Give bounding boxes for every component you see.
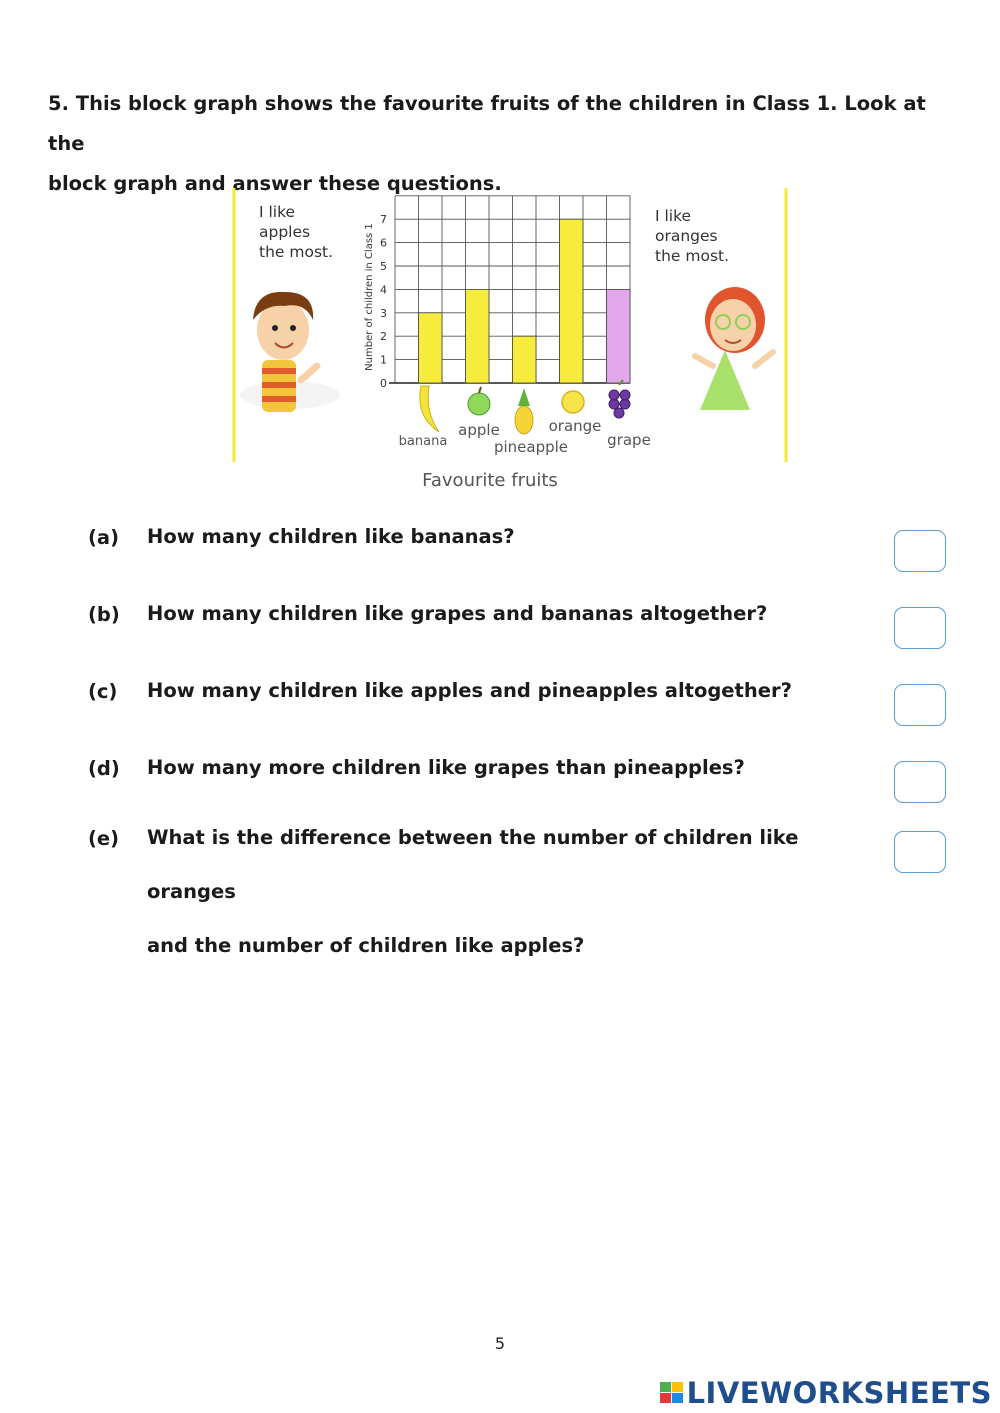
bar-grape xyxy=(607,289,631,383)
left-bubble-line: I like xyxy=(259,203,296,221)
question-text-line-1: What is the difference between the number of children like oranges xyxy=(147,826,799,903)
pineapple-icon xyxy=(515,388,533,434)
question-label: (e) xyxy=(88,827,120,850)
x-tick-label-grape: grape xyxy=(607,431,651,449)
bar-orange xyxy=(560,219,584,383)
liveworksheets-logo xyxy=(660,1376,992,1410)
question-text: How many children like grapes and bananas altogether? xyxy=(147,602,768,625)
right-bubble-line: the most. xyxy=(655,247,730,265)
chart-bars xyxy=(419,219,631,383)
girl-illustration xyxy=(695,287,773,410)
y-tick-label: 3 xyxy=(380,306,387,320)
y-tick-label: 2 xyxy=(380,330,387,344)
question-text xyxy=(147,811,867,973)
answer-box-c[interactable] xyxy=(894,684,946,726)
x-tick-label-apple: apple xyxy=(458,421,500,439)
question-label: (c) xyxy=(88,680,118,703)
right-bubble-line: I like xyxy=(655,207,692,225)
y-tick-label: 1 xyxy=(380,353,387,367)
question-label: (d) xyxy=(88,757,120,780)
y-axis-label: Number of children in Class 1 xyxy=(364,223,375,371)
left-bubble-line: apples xyxy=(259,223,311,241)
question-text: How many more children like grapes than pineapples? xyxy=(147,756,745,779)
y-tick-label: 5 xyxy=(380,260,387,273)
orange-icon xyxy=(562,391,584,413)
block-graph xyxy=(364,196,651,456)
liveworksheets-icon xyxy=(660,1382,684,1404)
question-label: (a) xyxy=(88,526,119,549)
boy-illustration xyxy=(240,292,340,412)
grape-icon xyxy=(609,380,630,418)
question-text: How many children like bananas? xyxy=(147,525,515,548)
bar-pineapple xyxy=(513,336,537,383)
answer-box-b[interactable] xyxy=(894,607,946,649)
question-text: How many children like apples and pineapples altogether? xyxy=(147,679,792,702)
banana-icon xyxy=(420,386,439,432)
question-label: (b) xyxy=(88,603,120,626)
bar-apple xyxy=(466,289,490,383)
y-tick-label: 6 xyxy=(380,236,387,250)
chart-caption: Favourite fruits xyxy=(422,470,558,491)
brand-text: LIVEWORKSHEETS xyxy=(686,1376,992,1410)
y-tick-label: 4 xyxy=(380,283,387,297)
intro-line-1: 5. This block graph shows the favourite fruits of the children in Class 1. Look at the xyxy=(48,92,926,155)
answer-box-e[interactable] xyxy=(894,831,946,873)
answer-box-d[interactable] xyxy=(894,761,946,803)
right-speech-bubble xyxy=(655,206,729,266)
left-speech-bubble xyxy=(259,202,333,262)
left-bubble-line: the most. xyxy=(259,243,334,261)
question-text-line-2: and the number of children like apples? xyxy=(147,934,585,957)
y-tick-label: 7 xyxy=(380,213,387,227)
y-tick-labels xyxy=(380,213,387,390)
intro-line-2: block graph and answer these questions. xyxy=(48,172,502,195)
apple-icon xyxy=(468,387,490,415)
x-tick-label-banana: banana xyxy=(398,434,448,449)
bar-banana xyxy=(419,313,443,383)
page-number: 5 xyxy=(494,1334,506,1353)
block-graph-figure xyxy=(225,180,825,500)
x-tick-label-orange: orange xyxy=(548,417,602,435)
y-tick-label: 0 xyxy=(380,377,387,390)
right-bubble-line: oranges xyxy=(655,227,718,245)
x-tick-label-pineapple: pineapple xyxy=(493,438,569,456)
answer-box-a[interactable] xyxy=(894,530,946,572)
